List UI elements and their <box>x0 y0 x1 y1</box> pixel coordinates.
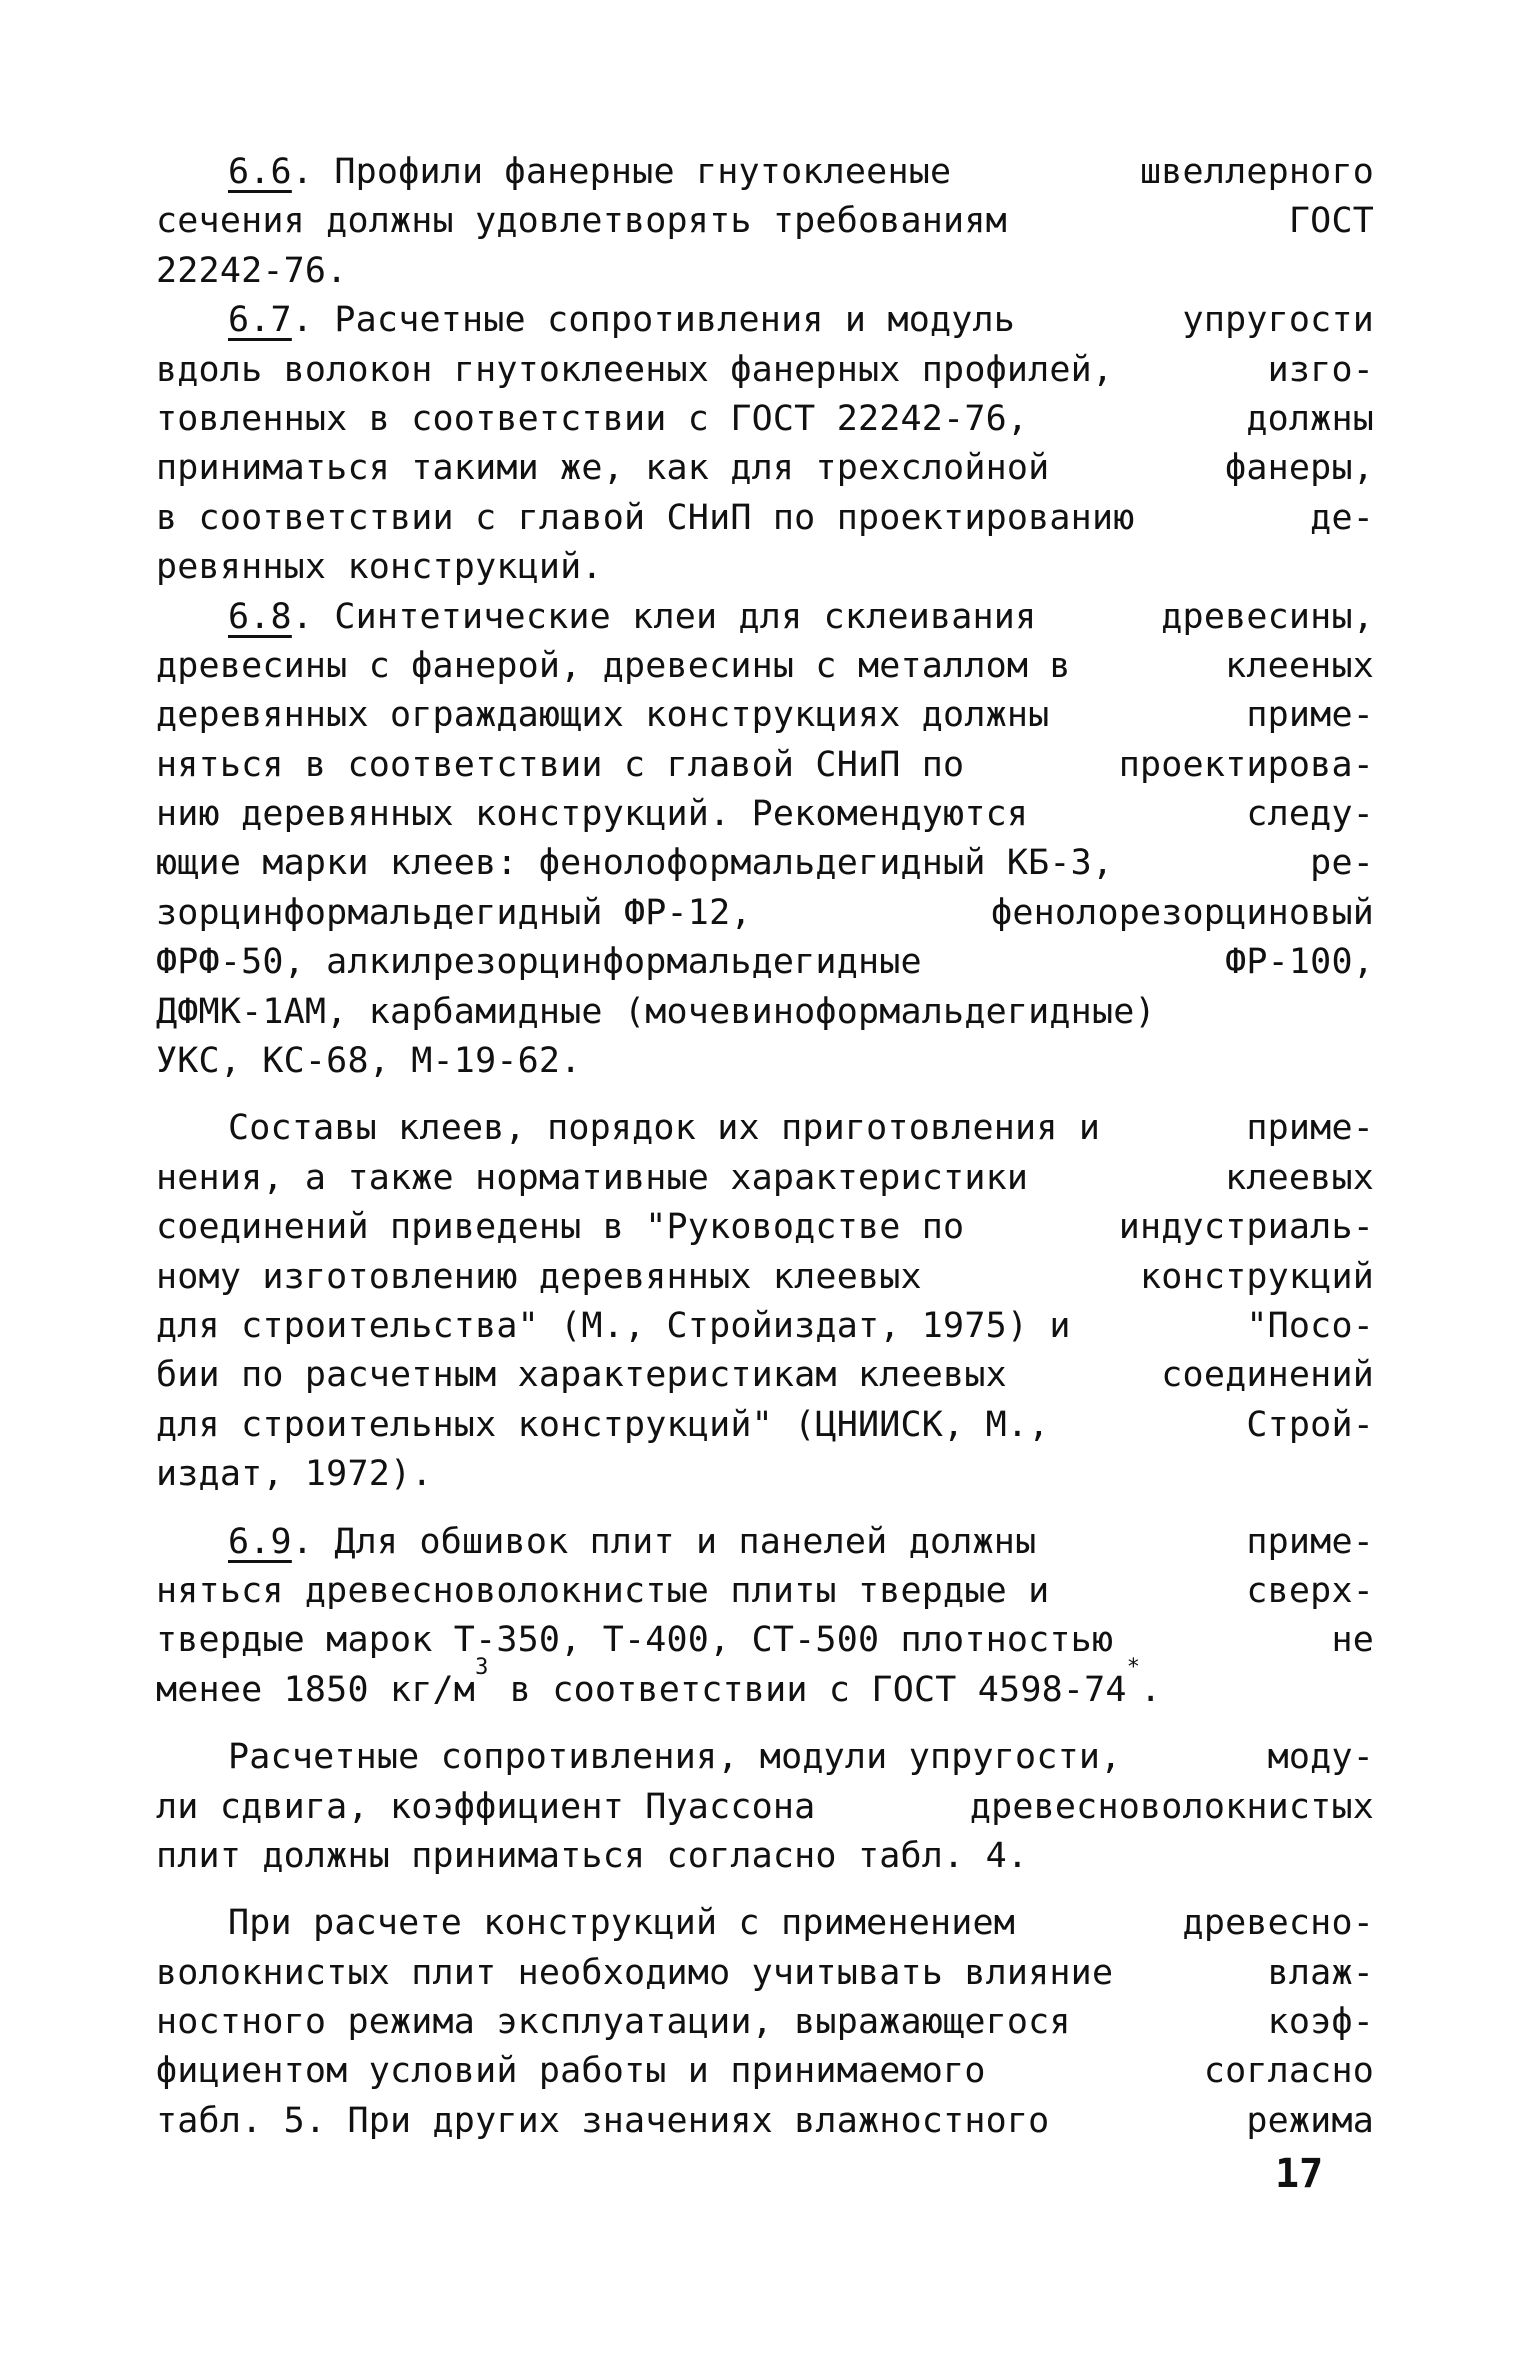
text-line: издат, 1972). <box>156 1454 433 1495</box>
text-line: ностного режима эксплуатации, выражающегося коэф- <box>156 2002 1374 2043</box>
text-line: деревянных ограждающих конструкциях должны приме- <box>156 695 1374 736</box>
text-line: сечения должны удовлетворять требованиям ГОСТ <box>156 201 1374 242</box>
clause-number: 6.7 <box>228 300 292 341</box>
text-line: твердые марок Т-350, Т-400, СТ-500 плотностью не <box>156 1620 1374 1661</box>
superscript: 3 <box>475 1655 489 1681</box>
text-line: в соответствии с главой СНиП по проектированию де- <box>156 497 1374 538</box>
text-line: 6.7. Расчетные сопротивления и модуль упругости <box>228 300 1374 341</box>
text-line: ли сдвига, коэффициент Пуассона древесноволокнистых <box>156 1786 1374 1827</box>
clause-number: 6.6 <box>228 152 292 192</box>
text-line: 6.8. Синтетические клеи для склеивания древесины, <box>228 596 1374 637</box>
text-line: ревянных конструкций. <box>156 547 603 588</box>
text-line: 6.6. Профили фанерные гнутоклееные швеллерного <box>228 152 1374 192</box>
text-column <box>156 148 1374 2146</box>
text-line: няться древесноволокнистые плиты твердые и сверх- <box>156 1570 1374 1611</box>
text-line: для строительных конструкций" (ЦНИИСК, М., Строй- <box>156 1404 1374 1445</box>
text-line: приниматься такими же, как для трехслойной фанеры, <box>156 448 1374 489</box>
text-line: фициентом условий работы и принимаемого согласно <box>156 2051 1374 2092</box>
text-line: ющие марки клеев: фенолоформальдегидный КБ-3, ре- <box>156 843 1374 884</box>
text-line: 6.9. Для обшивок плит и панелей должны приме- <box>228 1521 1374 1562</box>
text-line: ФРФ-50, алкилрезорцинформальдегидные ФР-100, <box>156 942 1374 983</box>
text-line: нию деревянных конструкций. Рекомендуются следу- <box>156 794 1374 835</box>
text-line: Составы клеев, порядок их приготовления и приме- <box>228 1108 1374 1149</box>
text-line: ному изготовлению деревянных клеевых конструкций <box>156 1256 1374 1297</box>
text-line: вдоль волокон гнутоклееных фанерных профилей, изго- <box>156 349 1374 390</box>
clause-number: 6.8 <box>228 596 292 637</box>
text-line: нения, а также нормативные характеристики клеевых <box>156 1157 1374 1198</box>
text-line: При расчете конструкций с применением древесно- <box>228 1903 1374 1944</box>
text-line: ДФМК-1АМ, карбамидные (мочевиноформальдегидные) <box>156 991 1156 1032</box>
page-number: 17 <box>1275 2151 1324 2197</box>
text-line: менее 1850 $кг/м^3$ в соответствии с ГОСТ 4598-74*. <box>156 1655 1162 1710</box>
text-line: Расчетные сопротивления, модули упругости, моду- <box>228 1737 1374 1778</box>
text-line: табл. 5. При других значениях влажностного режима <box>156 2100 1374 2141</box>
text-line: для строительства" (М., Стройиздат, 1975) и "Посо- <box>156 1305 1374 1346</box>
text-line: УКС, КС-68, М-19-62. <box>156 1041 582 1082</box>
text-line: соединений приведены в "Руководстве по индустриаль- <box>156 1207 1374 1248</box>
text-line: няться в соответствии с главой СНиП по проектирова- <box>156 744 1374 785</box>
clause-number: 6.9 <box>228 1521 292 1562</box>
text-line: 22242-76. <box>156 250 348 291</box>
text-line: бии по расчетным характеристикам клеевых соединений <box>156 1355 1374 1396</box>
text-line: древесины с фанерой, древесины с металлом в клееных <box>156 645 1374 686</box>
text-line: товленных в соответствии с ГОСТ 22242-76, должны <box>156 398 1374 439</box>
footnote-mark: * <box>1126 1655 1141 1681</box>
text-line: плит должны приниматься согласно табл. 4. <box>156 1835 1029 1876</box>
text-line: волокнистых плит необходимо учитывать влияние влаж- <box>156 1952 1374 1993</box>
text-line: зорцинформальдегидный ФР-12, фенолорезорциновый <box>156 892 1374 933</box>
